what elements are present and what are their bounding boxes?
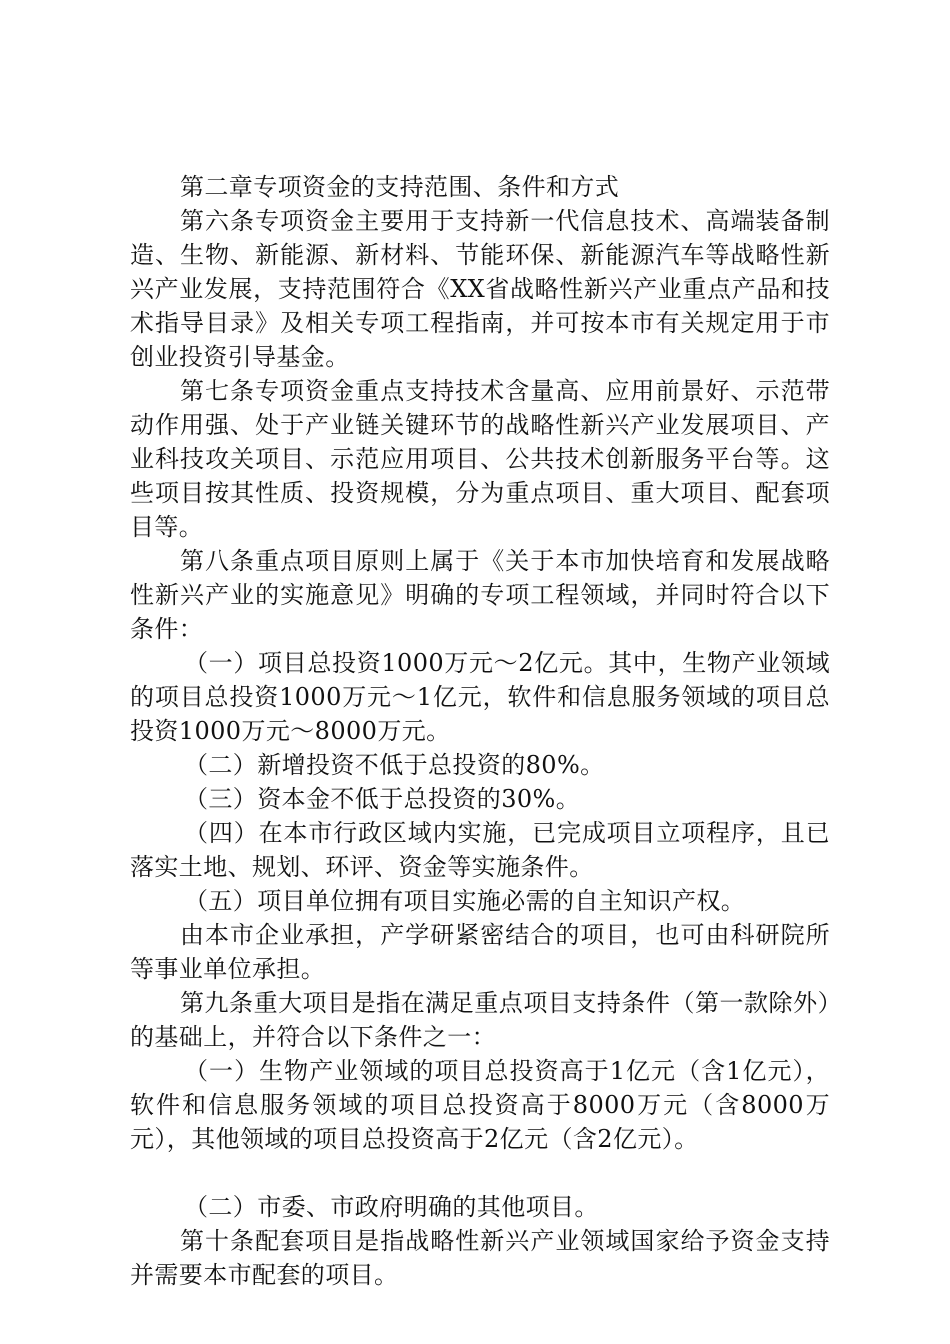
list-item: （一）生物产业领域的项目总投资高于1亿元（含1亿元），软件和信息服务领域的项目总投资高于8000万元（含8000万元），其他领域的项目总投资高于2亿元（含2亿元）。: [130, 1057, 830, 1153]
article-paragraph: 第九条重大项目是指在满足重点项目支持条件（第一款除外）的基础上，并符合以下条件之一：: [130, 989, 830, 1051]
list-item: （二）新增投资不低于总投资的80%。: [184, 751, 605, 779]
list-item: （四）在本市行政区域内实施，已完成项目立项程序，且已落实土地、规划、环评、资金等实施条件。: [130, 819, 830, 881]
document-body: [130, 170, 830, 1292]
chapter-title: 第二章专项资金的支持范围、条件和方式: [180, 173, 620, 201]
article-paragraph: 第十条配套项目是指战略性新兴产业领域国家给予资金支持并需要本市配套的项目。: [130, 1227, 830, 1289]
list-item: （三）资本金不低于总投资的30%。: [184, 785, 581, 813]
article-paragraph: 第八条重点项目原则上属于《关于本市加快培育和发展战略性新兴产业的实施意见》明确的专项工程领域，并同时符合以下条件：: [130, 547, 830, 643]
article-paragraph: 由本市企业承担，产学研紧密结合的项目，也可由科研院所等事业单位承担。: [130, 921, 830, 983]
article-paragraph: 第七条专项资金重点支持技术含量高、应用前景好、示范带动作用强、处于产业链关键环节的战略性新兴产业发展项目、产业科技攻关项目、示范应用项目、公共技术创新服务平台等。这些项目按其性质、投资规模，分为重点项目、重大项目、配套项目等。: [130, 377, 830, 541]
paragraph-gap: [130, 1156, 830, 1190]
list-item: （二）市委、市政府明确的其他项目。: [184, 1193, 599, 1221]
list-item: （五）项目单位拥有项目实施必需的自主知识产权。: [184, 887, 746, 915]
article-paragraph: 第六条专项资金主要用于支持新一代信息技术、高端装备制造、生物、新能源、新材料、节能环保、新能源汽车等战略性新兴产业发展，支持范围符合《XX省战略性新兴产业重点产品和技术指导目录》及相关专项工程指南，并可按本市有关规定用于市创业投资引导基金。: [130, 207, 830, 371]
list-item: （一）项目总投资1000万元～2亿元。其中，生物产业领域的项目总投资1000万元～1亿元，软件和信息服务领域的项目总投资1000万元～8000万元。: [130, 649, 830, 745]
